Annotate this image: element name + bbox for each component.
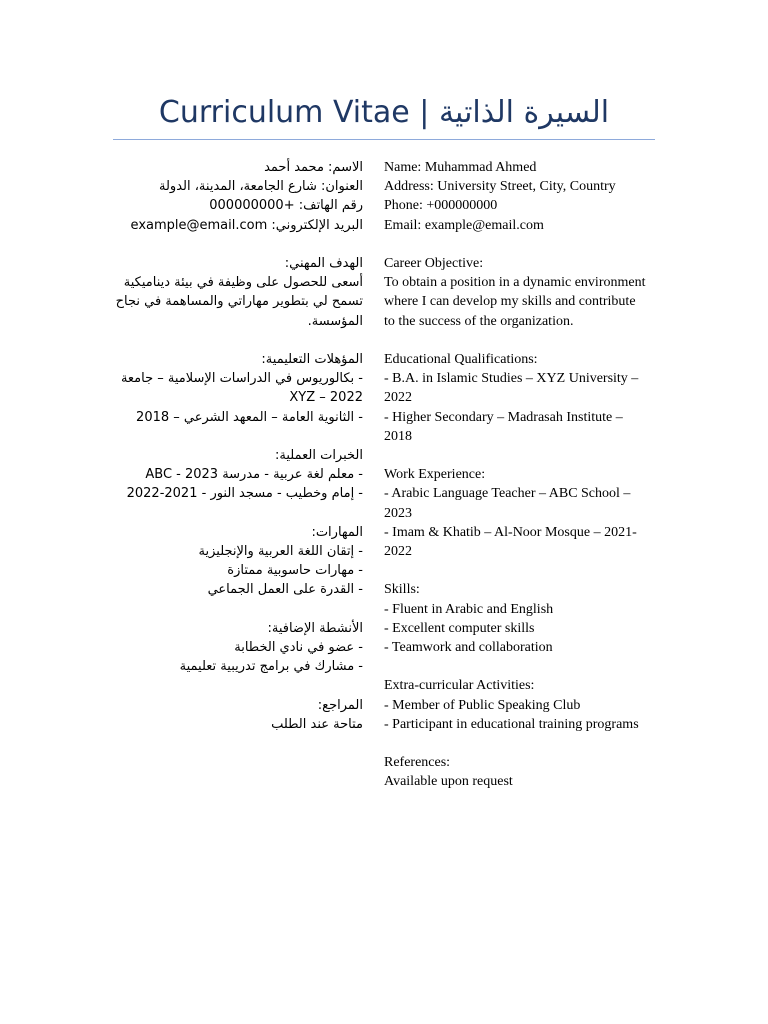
arabic-references-section [113,696,363,734]
english-education-item: - Higher Secondary – Madrasah Institute – 2018 [384,409,623,444]
arabic-activities-heading: الأنشطة الإضافية: [267,620,363,636]
arabic-phone-line: رقم الهاتف: +000000000 [209,198,363,214]
arabic-contact-section [113,158,363,235]
arabic-email-line: البريد الإلكتروني: example@email.com [130,217,363,233]
english-objective-heading: Career Objective: [384,256,484,271]
arabic-education-section [113,350,363,427]
arabic-education-item: - بكالوريوس في الدراسات الإسلامية – جامعة XYZ – 2022 [120,371,363,406]
english-skill-item: - Excellent computer skills [384,620,535,636]
english-column [384,158,646,811]
arabic-experience-item: - معلم لغة عربية - مدرسة ABC - 2023 [145,467,363,483]
arabic-education-item: - الثانوية العامة – المعهد الشرعي – 2018 [136,409,363,425]
english-skills-heading: Skills: [384,582,420,598]
arabic-objective-section [113,254,363,331]
english-skill-item: - Teamwork and collaboration [384,640,553,656]
english-experience-heading: Work Experience: [384,467,486,483]
english-activity-item: - Member of Public Speaking Club [384,697,581,713]
english-email-line: Email: example@email.com [384,217,544,233]
english-experience-item: - Imam & Khatib – Al-Noor Mosque – 2021-2022 [384,524,637,560]
arabic-objective-text: أسعى للحصول على وظيفة في بيئة ديناميكية تسمح لي بتطوير مهاراتي والمساهمة في نجاح المؤسسة. [115,275,363,329]
english-references-section [384,753,646,791]
arabic-education-heading: المؤهلات التعليمية: [261,352,363,367]
english-education-heading: Educational Qualifications: [384,352,538,367]
english-address-line: Address: University Street, City, Country [384,179,616,195]
arabic-name-line: الاسم: محمد أحمد [264,160,363,175]
title-divider [113,139,655,140]
english-references-heading: References: [384,755,451,771]
english-activities-section [384,676,646,734]
english-objective-section [384,254,646,331]
arabic-activities-section [113,619,363,677]
arabic-skill-item: - إتقان اللغة العربية والإنجليزية [198,544,363,559]
arabic-address-line: العنوان: شارع الجامعة، المدينة، الدولة [159,179,363,195]
english-activity-item: - Participant in educational training programs [384,716,639,732]
english-education-section [384,350,646,446]
english-education-item: - B.A. in Islamic Studies – XYZ University – 2022 [384,371,639,406]
english-experience-item: - Arabic Language Teacher – ABC School – 2023 [384,486,631,521]
english-references-text: Available upon request [384,774,513,790]
arabic-experience-section [113,446,363,504]
arabic-skills-section [113,523,363,600]
arabic-skills-heading: المهارات: [311,524,363,540]
page-title: Curriculum Vitae | السيرة الذاتية [158,95,610,130]
arabic-experience-heading: الخبرات العملية: [275,448,363,463]
english-experience-section [384,465,646,561]
english-activities-heading: Extra-curricular Activities: [384,678,535,694]
english-name-line: Name: Muhammad Ahmed [384,160,537,175]
arabic-references-text: متاحة عند الطلب [271,716,363,732]
english-contact-section [384,158,646,235]
arabic-column [113,158,363,753]
arabic-skill-item: - مهارات حاسوبية ممتازة [227,563,363,579]
english-phone-line: Phone: +000000000 [384,198,498,214]
arabic-skill-item: - القدرة على العمل الجماعي [207,582,363,598]
arabic-objective-heading: الهدف المهني: [284,256,363,271]
english-skills-section [384,580,646,657]
arabic-activity-item: - مشارك في برامج تدريبية تعليمية [179,659,363,675]
arabic-references-heading: المراجع: [317,697,363,713]
english-skill-item: - Fluent in Arabic and English [384,601,554,617]
arabic-experience-item: - إمام وخطيب - مسجد النور - 2021-2022 [126,486,363,502]
english-objective-text: To obtain a position in a dynamic environment where I can develop my skills and contribute to the success of the organization. [384,275,646,329]
arabic-activity-item: - عضو في نادي الخطابة [234,640,363,655]
